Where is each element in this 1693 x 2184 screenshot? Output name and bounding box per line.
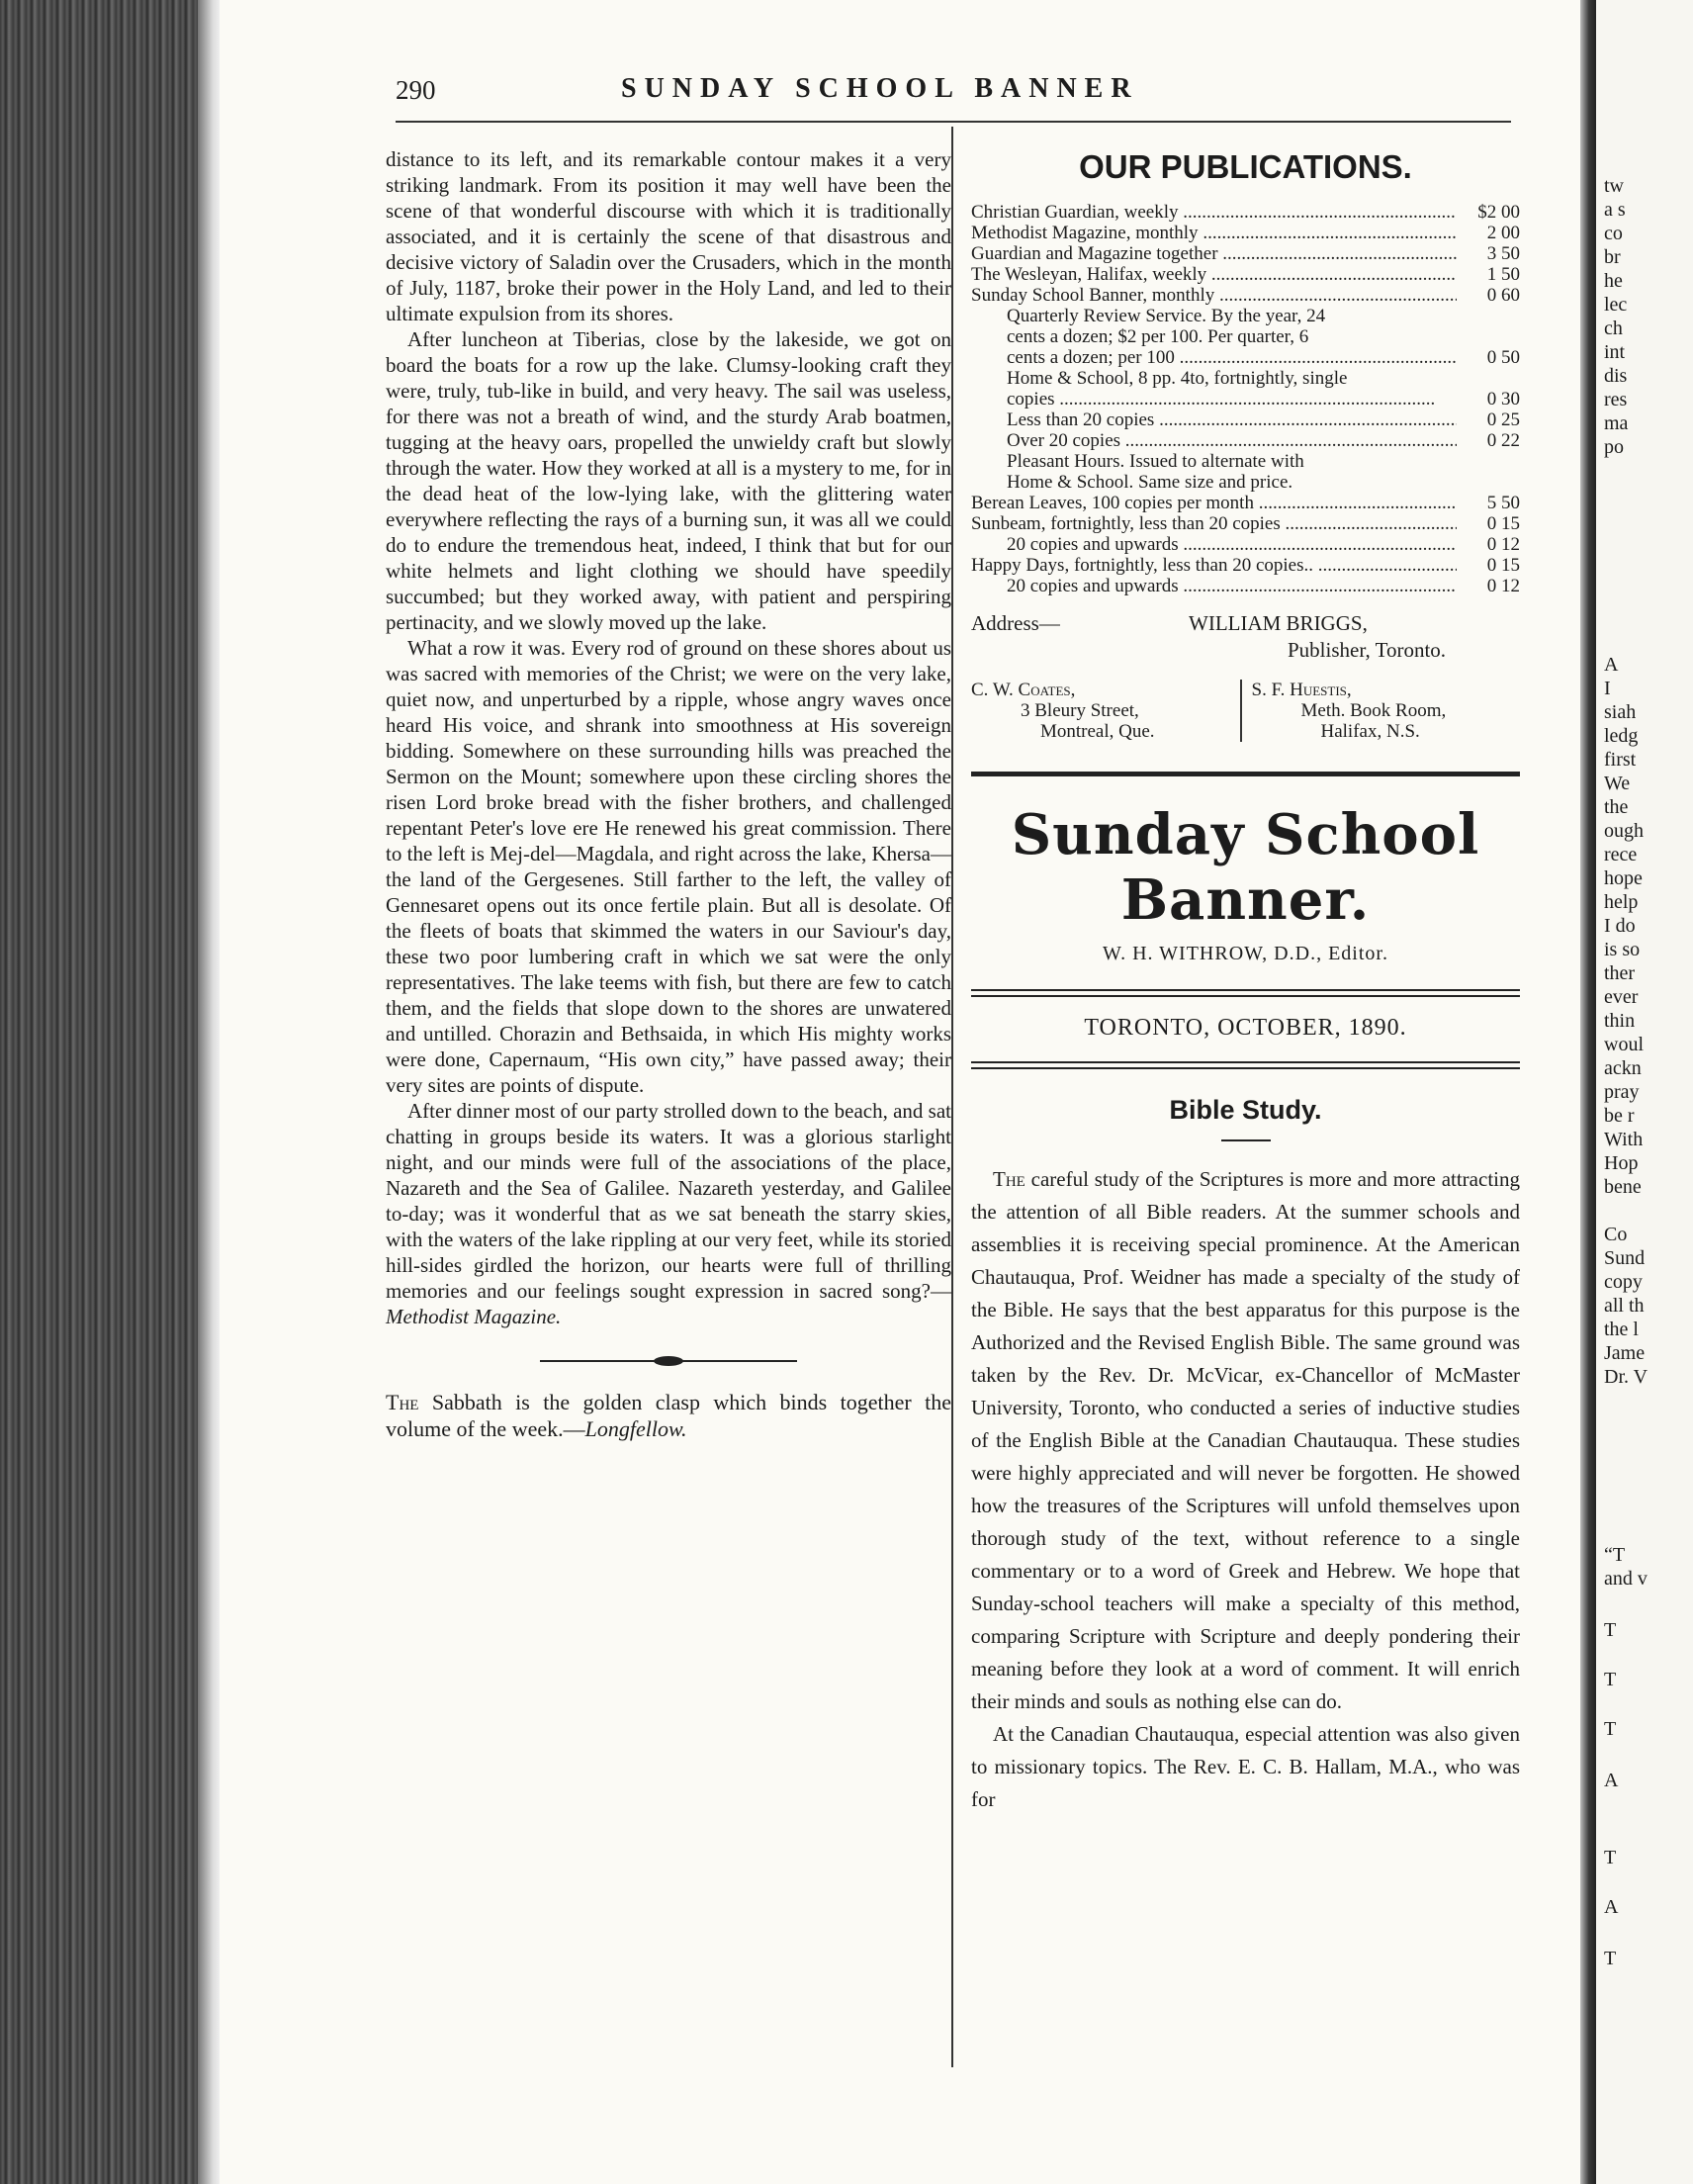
address-label: Address— — [971, 611, 1060, 635]
branch-city: Montreal, Que. — [1040, 721, 1155, 742]
running-head — [396, 71, 1513, 115]
publication-label: Sunbeam, fortnightly, less than 20 copies ..... — [971, 513, 1457, 534]
publication-label: Home & School. Same size and price. — [1007, 472, 1293, 493]
paragraph: What a row it was. Every rod of ground on these shores about us was sacred with memories of the Christ; we were on the very lake, quiet now, and unperturbed by a ripple, whose angry waves once heard His voice, and shrank into smoothness at His sovereign bidding. Somewhere on these surrounding hills was preached the Sermon on the Mount; somewhere upon these circling shores the risen Lord broke bread with the fisher brothers, and challenged repentant Peter's love ere He renewed his great commission. There to the left is Mej-del—Magdala, and right across the lake, Khersa—the land of the Gergesenes. Still farther to the left, the valley of Gennesaret opens out its once fertile plain. But all is desolate. Of the fleets of boats that skimmed the waters in our Saviour's day, these two poor lumbering craft in which we sat were the only representatives. The lake teems with fish, but there are few to catch them, and the fields that slope down to the shores are unwatered and untilled. Chorazin and Bethsaida, in which His mighty works were done, Capernaum, “His own city,” have passed away; their very sites are points of dispute. — [386, 636, 951, 1097]
publication-label: Happy Days, fortnightly, less than 20 copies.. ..... — [971, 555, 1457, 576]
branch-halifax — [1242, 680, 1521, 742]
publication-row — [971, 347, 1520, 368]
publication-row — [971, 493, 1520, 513]
adjacent-page-fragment: I — [1604, 678, 1611, 699]
publication-row — [971, 513, 1520, 534]
masthead-rule — [971, 772, 1520, 776]
branch-montreal — [971, 680, 1242, 742]
publication-row — [971, 472, 1520, 493]
right-column — [971, 146, 1520, 1816]
adjacent-page-fragment: ledg — [1604, 725, 1639, 747]
adjacent-page-fragment: T — [1604, 1669, 1617, 1690]
paragraph — [386, 1098, 951, 1329]
publication-label: Guardian and Magazine together ..... — [971, 243, 1457, 264]
adjacent-page-fragment: thin — [1604, 1010, 1636, 1032]
adjacent-page-fragment: hope — [1604, 867, 1643, 889]
publication-price: 5 50 — [1486, 493, 1520, 513]
branch-street: Meth. Book Room, — [1300, 700, 1447, 721]
page-header-title: SUNDAY SCHOOL BANNER — [621, 73, 1139, 104]
branch-agent: C. W. Coates, — [971, 680, 1076, 700]
adjacent-page-fragment: int — [1604, 341, 1626, 363]
adjacent-page-fragment: T — [1604, 1948, 1617, 1969]
adjacent-page-fragment: ackn — [1604, 1057, 1642, 1079]
adjacent-page-fragment: a s — [1604, 199, 1626, 221]
adjacent-page-fragment: T — [1604, 1718, 1617, 1740]
publication-label: Sunday School Banner, monthly ..... — [971, 285, 1457, 306]
adjacent-page-fragment: Sund — [1604, 1247, 1646, 1269]
publication-price: 0 25 — [1486, 410, 1520, 430]
publication-label: Christian Guardian, weekly ..... — [971, 202, 1457, 223]
adjacent-page-fragment: With — [1604, 1129, 1644, 1150]
adjacent-page-fragment: A — [1604, 1770, 1619, 1791]
adjacent-page-fragment: he — [1604, 270, 1623, 292]
publication-label: cents a dozen; per 100 ..... — [971, 347, 1457, 368]
publication-label: Home & School, 8 pp. 4to, fortnightly, single — [1007, 368, 1348, 389]
publication-row — [971, 202, 1520, 223]
adjacent-page-fragment: rece — [1604, 844, 1638, 865]
publication-label: Less than 20 copies ..... — [971, 410, 1457, 430]
publication-row — [971, 368, 1520, 389]
publication-price: 0 30 — [1486, 389, 1520, 410]
adjacent-page-fragment: I do — [1604, 915, 1636, 937]
publication-row — [971, 306, 1520, 326]
left-column — [386, 146, 951, 1442]
closing-quote — [386, 1389, 951, 1442]
publication-row — [971, 389, 1520, 410]
paragraph: At the Canadian Chautauqua, especial attention was also given to missionary topics. The Rev. E. C. B. Hallam, M.A., who was for — [971, 1722, 1520, 1811]
publication-label: Over 20 copies ..... — [971, 430, 1457, 451]
adjacent-page — [1596, 0, 1693, 2184]
publication-price: 0 22 — [1486, 430, 1520, 451]
publication-row — [971, 223, 1520, 243]
adjacent-page-fragment: We — [1604, 773, 1631, 794]
branch-street: 3 Bleury Street, — [1021, 700, 1139, 721]
branch-offices — [971, 680, 1520, 742]
adjacent-page-fragment: dis — [1604, 365, 1628, 387]
double-rule — [971, 1061, 1520, 1069]
article-body — [971, 1163, 1520, 1816]
paragraph — [971, 1163, 1520, 1718]
adjacent-page-fragment: tw — [1604, 175, 1624, 197]
adjacent-page-fragment: br — [1604, 246, 1621, 268]
adjacent-page-fragment: ever — [1604, 986, 1639, 1008]
publication-price: 0 12 — [1486, 534, 1520, 555]
lead-word: The — [993, 1167, 1025, 1191]
book-binding — [0, 0, 213, 2184]
adjacent-page-fragment: ther — [1604, 962, 1636, 984]
adjacent-page-fragment: A — [1604, 1896, 1619, 1918]
adjacent-page-fragment: T — [1604, 1847, 1617, 1868]
publisher-name: WILLIAM BRIGGS, — [1189, 611, 1368, 635]
publication-price: 3 50 — [1486, 243, 1520, 264]
quote-author: Longfellow. — [584, 1416, 687, 1441]
publications-list — [971, 202, 1520, 596]
publication-row — [971, 430, 1520, 451]
publication-label: 20 copies and upwards ..... — [971, 534, 1457, 555]
publication-label: Methodist Magazine, monthly ..... — [971, 223, 1457, 243]
publication-price: 0 12 — [1486, 576, 1520, 596]
adjacent-page-fragment: “T — [1604, 1544, 1626, 1566]
ornamental-divider — [540, 1355, 797, 1367]
adjacent-page-fragment: po — [1604, 436, 1624, 458]
adjacent-page-fragment: pray — [1604, 1081, 1640, 1103]
adjacent-page-fragment: copy — [1604, 1271, 1643, 1293]
paragraph: After luncheon at Tiberias, close by the lakeside, we got on board the boats for a row up the lake. Clumsy-looking craft they were, truly, tub-like in build, and very heavy. The sail was useless, for there was not a breath of wind, and the sturdy Arab boatmen, tugging at the heavy oars, propelled the unwieldy craft but slowly through the water. How they worked at all is a mystery to me, for in the dead heat of the low-lying lake, with the glittering water everywhere reflecting the rays of a burning sun, it was all we could do to endure the tremendous heat, indeed, I think that but for our white helmets and light clothing we should have speedily succumbed; but they worked away, with patient and perspiring pertinacity, and we slowly moved up the lake. — [386, 327, 951, 634]
adjacent-page-fragment: and v — [1604, 1568, 1648, 1590]
branch-city: Halifax, N.S. — [1320, 721, 1420, 742]
publications-heading: OUR PUBLICATIONS. — [1079, 148, 1412, 185]
page-fold-edge — [1580, 0, 1596, 2184]
publication-price: 0 60 — [1486, 285, 1520, 306]
publication-label: cents a dozen; $2 per 100. Per quarter, 6 — [1007, 326, 1309, 347]
adjacent-page-fragment: res — [1604, 389, 1628, 410]
adjacent-page-fragment: bene — [1604, 1176, 1642, 1198]
adjacent-page-fragment: first — [1604, 749, 1637, 771]
paragraph-text: careful study of the Scriptures is more and more attracting the attention of all Bible readers. At the summer schools and assemblies it is receiving special prominence. At the American Chautauqua, Prof. Weidner has made a specialty of the study of the Bible. He says that the best apparatus for this purpose is the Authorized and the Revised English Bible. The same ground was taken by the Rev. Dr. McVicar, ex-Chancellor of McMaster University, Toronto, who conducted a series of inductive studies of the English Bible at the Canadian Chautauqua. These studies were highly appreciated and will never be forgotten. He showed how the treasures of the Scriptures will unfold themselves upon thorough study of the text, without reference to a single commentary or to a word of Greek and Hebrew. We hope that Sunday-school teachers will make a specialty of this method, comparing Scripture with Scripture and deeply pondering their meaning before they look at a word of comment. It will enrich their minds and souls as nothing else can do. — [971, 1167, 1520, 1713]
adjacent-page-fragment: the — [1604, 796, 1629, 818]
publication-price: $2 00 — [1477, 202, 1520, 223]
paragraph: distance to its left, and its remarkable contour makes it a very striking landmark. From its position it may well have been the scene of that wonderful discourse with which it is traditionally associated, and it is certainly the scene of that disastrous and decisive victory of Saladin over the Crusaders, which in the month of July, 1187, broke their power in the Holy Land, and led to their ultimate expulsion from its shores. — [386, 147, 951, 325]
adjacent-page-fragment: help — [1604, 891, 1639, 913]
adjacent-page-fragment: lec — [1604, 294, 1628, 316]
publication-row — [971, 410, 1520, 430]
publication-row — [971, 243, 1520, 264]
header-rule — [396, 121, 1511, 123]
editor-line: W. H. WITHROW, D.D., Editor. — [1103, 943, 1388, 964]
publisher-title: Publisher, Toronto. — [1288, 638, 1447, 662]
dateline: TORONTO, OCTOBER, 1890. — [1084, 1015, 1407, 1041]
publication-row — [971, 451, 1520, 472]
masthead-title: Sunday School Banner. — [1011, 802, 1480, 933]
address-block — [971, 610, 1520, 664]
publication-price: 0 50 — [1486, 347, 1520, 368]
publication-label: copies ..... — [971, 389, 1457, 410]
source-citation: Methodist Magazine. — [386, 1305, 562, 1328]
page-gutter — [198, 0, 220, 2184]
page-number: 290 — [396, 75, 436, 105]
publication-row — [971, 326, 1520, 347]
publication-label: Pleasant Hours. Issued to alternate with — [1007, 451, 1304, 472]
publication-label: The Wesleyan, Halifax, weekly ..... — [971, 264, 1457, 285]
adjacent-page-fragment: Jame — [1604, 1342, 1646, 1364]
column-divider — [951, 127, 953, 2067]
adjacent-page-fragment: ch — [1604, 318, 1623, 339]
adjacent-page-fragment: the l — [1604, 1319, 1639, 1340]
adjacent-page-fragment: co — [1604, 223, 1623, 244]
quote-lead: The — [386, 1390, 419, 1414]
quote-text: Sabbath is the golden clasp which binds together the volume of the week.— — [386, 1390, 951, 1441]
publication-row — [971, 576, 1520, 596]
title-rule — [1221, 1139, 1271, 1141]
adjacent-page-fragment: ough — [1604, 820, 1644, 842]
adjacent-page-fragment: is so — [1604, 939, 1641, 960]
article-title: Bible Study. — [1169, 1095, 1322, 1125]
publication-label: Berean Leaves, 100 copies per month ..... — [971, 493, 1457, 513]
adjacent-page-fragment: siah — [1604, 701, 1637, 723]
publication-price: 1 50 — [1486, 264, 1520, 285]
publication-label: 20 copies and upwards ..... — [971, 576, 1457, 596]
adjacent-page-fragment: all th — [1604, 1295, 1645, 1317]
branch-agent: S. F. Huestis, — [1251, 680, 1352, 700]
adjacent-page-fragment: Dr. V — [1604, 1366, 1648, 1388]
publication-row — [971, 555, 1520, 576]
adjacent-page-fragment: Hop — [1604, 1152, 1639, 1174]
publication-price: 2 00 — [1486, 223, 1520, 243]
adjacent-page-fragment: A — [1604, 654, 1619, 676]
adjacent-page-fragment: ma — [1604, 412, 1629, 434]
adjacent-page-fragment: be r — [1604, 1105, 1635, 1127]
double-rule — [971, 989, 1520, 997]
publication-price: 0 15 — [1486, 513, 1520, 534]
publication-row — [971, 534, 1520, 555]
publication-row — [971, 264, 1520, 285]
adjacent-page-fragment: Co — [1604, 1224, 1628, 1245]
publication-price: 0 15 — [1486, 555, 1520, 576]
publication-label: Quarterly Review Service. By the year, 24 — [1007, 306, 1326, 326]
publication-row — [971, 285, 1520, 306]
adjacent-page-fragment: woul — [1604, 1034, 1644, 1055]
adjacent-page-fragment: T — [1604, 1619, 1617, 1641]
paragraph-text: After dinner most of our party strolled down to the beach, and sat chatting in groups beside its waters. It was a glorious starlight night, and our minds were full of the associations of the place, Nazareth and the Sea of Galilee. Nazareth yesterday, and Galilee to-day; was it wonderful that as we sat beneath the starry skies, with the waters of the lake rippling at our very feet, while its storied hill-sides girdled the horizon, our hearts were full of thrilling memories and our feelings sought expression in sacred song?— — [386, 1099, 951, 1303]
